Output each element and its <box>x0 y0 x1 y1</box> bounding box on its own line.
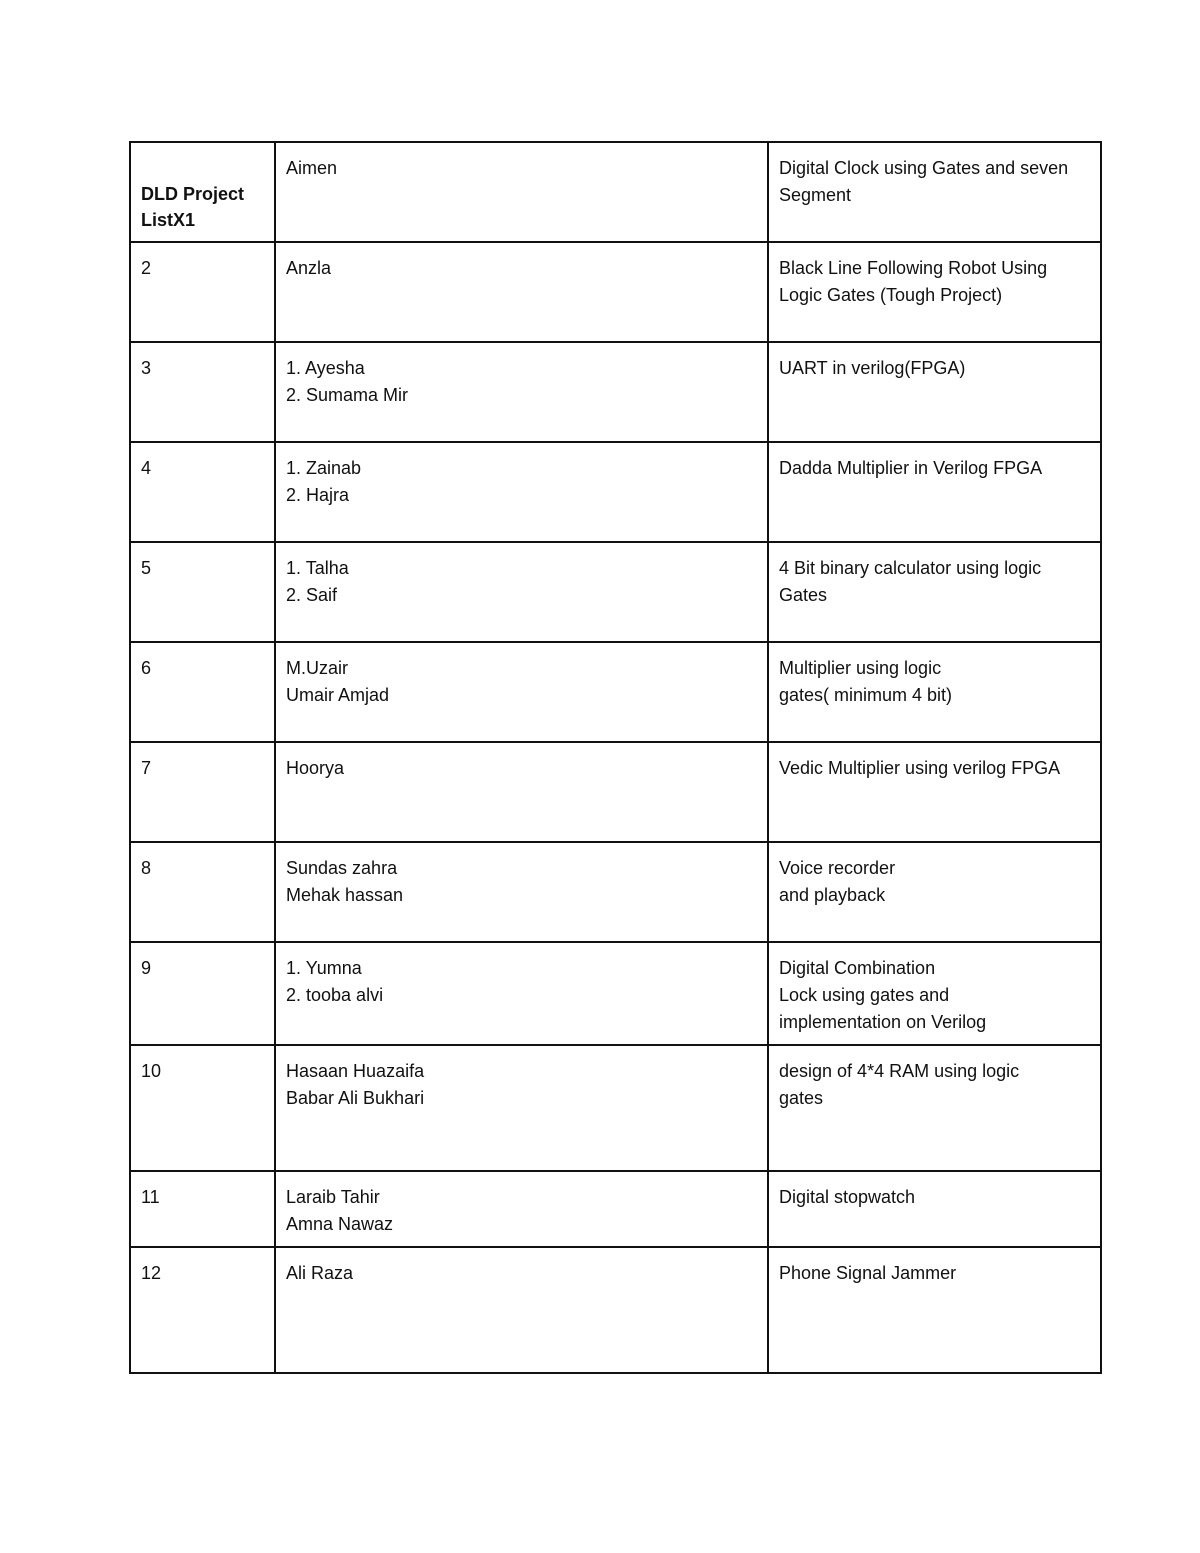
project-list-table <box>129 141 1102 1374</box>
project-title-line: Dadda Multiplier in Verilog FPGA <box>779 458 1043 478</box>
project-title-cell <box>768 242 1101 342</box>
table-header-row <box>130 142 1101 242</box>
row-number: 8 <box>141 858 152 878</box>
member-name: Hoorya <box>286 758 345 778</box>
project-title-cell <box>768 942 1101 1045</box>
row-number-cell <box>130 942 275 1045</box>
row-number: 3 <box>141 358 152 378</box>
row-number: 12 <box>141 1263 162 1283</box>
project-title-cell <box>768 1045 1101 1171</box>
row-number-cell <box>130 642 275 742</box>
row-number-cell <box>130 542 275 642</box>
member-name: 2. Saif <box>286 585 338 605</box>
project-title-line: Digital stopwatch <box>779 1187 916 1207</box>
project-title-line: 4 Bit binary calculator using logic <box>779 558 1042 578</box>
table-row <box>130 1247 1101 1373</box>
project-title-cell <box>768 842 1101 942</box>
members-cell <box>275 542 768 642</box>
table-row <box>130 342 1101 442</box>
table-row <box>130 742 1101 842</box>
row-number: 4 <box>141 458 152 478</box>
table-row <box>130 1045 1101 1171</box>
row-number-cell <box>130 242 275 342</box>
row-number: 9 <box>141 958 152 978</box>
member-name: Hasaan Huazaifa <box>286 1061 425 1081</box>
project-title-cell <box>768 742 1101 842</box>
table-row <box>130 642 1101 742</box>
members-cell <box>275 942 768 1045</box>
project-title-line: Vedic Multiplier using verilog FPGA <box>779 758 1061 778</box>
project-title-line: design of 4*4 RAM using logic <box>779 1061 1020 1081</box>
project-title-line: Black Line Following Robot Using <box>779 258 1048 278</box>
row-number-cell <box>130 1247 275 1373</box>
project-title-line: gates <box>779 1088 824 1108</box>
project-title-line: Voice recorder <box>779 858 896 878</box>
project-title-line: Digital Clock using Gates and seven <box>779 158 1069 178</box>
row-number: 2 <box>141 258 152 278</box>
header-title-cell <box>768 142 1101 242</box>
table-row <box>130 542 1101 642</box>
row-number-cell <box>130 342 275 442</box>
member-name: 2. Sumama Mir <box>286 385 409 405</box>
table-row <box>130 242 1101 342</box>
members-cell <box>275 742 768 842</box>
member-name: Anzla <box>286 258 332 278</box>
members-cell <box>275 842 768 942</box>
project-title-line: Phone Signal Jammer <box>779 1263 957 1283</box>
row-number: 10 <box>141 1061 162 1081</box>
project-title-line: Gates <box>779 585 828 605</box>
table-row <box>130 842 1101 942</box>
project-title-cell <box>768 342 1101 442</box>
member-name: Umair Amjad <box>286 685 390 705</box>
member-name: Amna Nawaz <box>286 1214 394 1234</box>
row-number: 5 <box>141 558 152 578</box>
member-name: Mehak hassan <box>286 885 404 905</box>
project-title-cell <box>768 1247 1101 1373</box>
members-cell <box>275 1247 768 1373</box>
member-name: Sundas zahra <box>286 858 398 878</box>
project-title-line: Segment <box>779 185 852 205</box>
members-cell <box>275 342 768 442</box>
row-number-cell <box>130 842 275 942</box>
project-title-cell <box>768 1171 1101 1247</box>
member-name: Laraib Tahir <box>286 1187 380 1207</box>
row-number-cell <box>130 442 275 542</box>
table-row <box>130 442 1101 542</box>
project-title-cell <box>768 442 1101 542</box>
member-name: 2. Hajra <box>286 485 350 505</box>
project-title-line: Digital Combination <box>779 958 936 978</box>
member-name: 1. Ayesha <box>286 358 365 378</box>
project-title-line: Multiplier using logic <box>779 658 942 678</box>
row-number: 7 <box>141 758 152 778</box>
header-members-cell <box>275 142 768 242</box>
member-name: 2. tooba alvi <box>286 985 384 1005</box>
member-name: Aimen <box>286 158 338 178</box>
project-title-line: implementation on Verilog <box>779 1012 987 1032</box>
member-name: 1. Yumna <box>286 958 362 978</box>
table-heading: DLD Project ListX1 <box>141 184 245 230</box>
members-cell <box>275 642 768 742</box>
member-name: 1. Talha <box>286 558 349 578</box>
row-number-cell <box>130 1045 275 1171</box>
row-number: 6 <box>141 658 152 678</box>
members-cell <box>275 1045 768 1171</box>
members-cell <box>275 1171 768 1247</box>
row-number-cell <box>130 1171 275 1247</box>
project-title-line: UART in verilog(FPGA) <box>779 358 966 378</box>
row-number-cell <box>130 742 275 842</box>
project-title-line: and playback <box>779 885 886 905</box>
member-name: M.Uzair <box>286 658 348 678</box>
table-row <box>130 942 1101 1045</box>
project-title-cell <box>768 642 1101 742</box>
members-cell <box>275 442 768 542</box>
row-number: 11 <box>141 1187 160 1207</box>
members-cell <box>275 242 768 342</box>
project-title-line: Lock using gates and <box>779 985 950 1005</box>
project-title-line: gates( minimum 4 bit) <box>779 685 953 705</box>
header-label-cell <box>130 142 275 242</box>
project-title-line: Logic Gates (Tough Project) <box>779 285 1003 305</box>
table-row <box>130 1171 1101 1247</box>
member-name: Babar Ali Bukhari <box>286 1088 425 1108</box>
member-name: 1. Zainab <box>286 458 362 478</box>
project-title-cell <box>768 542 1101 642</box>
member-name: Ali Raza <box>286 1263 354 1283</box>
